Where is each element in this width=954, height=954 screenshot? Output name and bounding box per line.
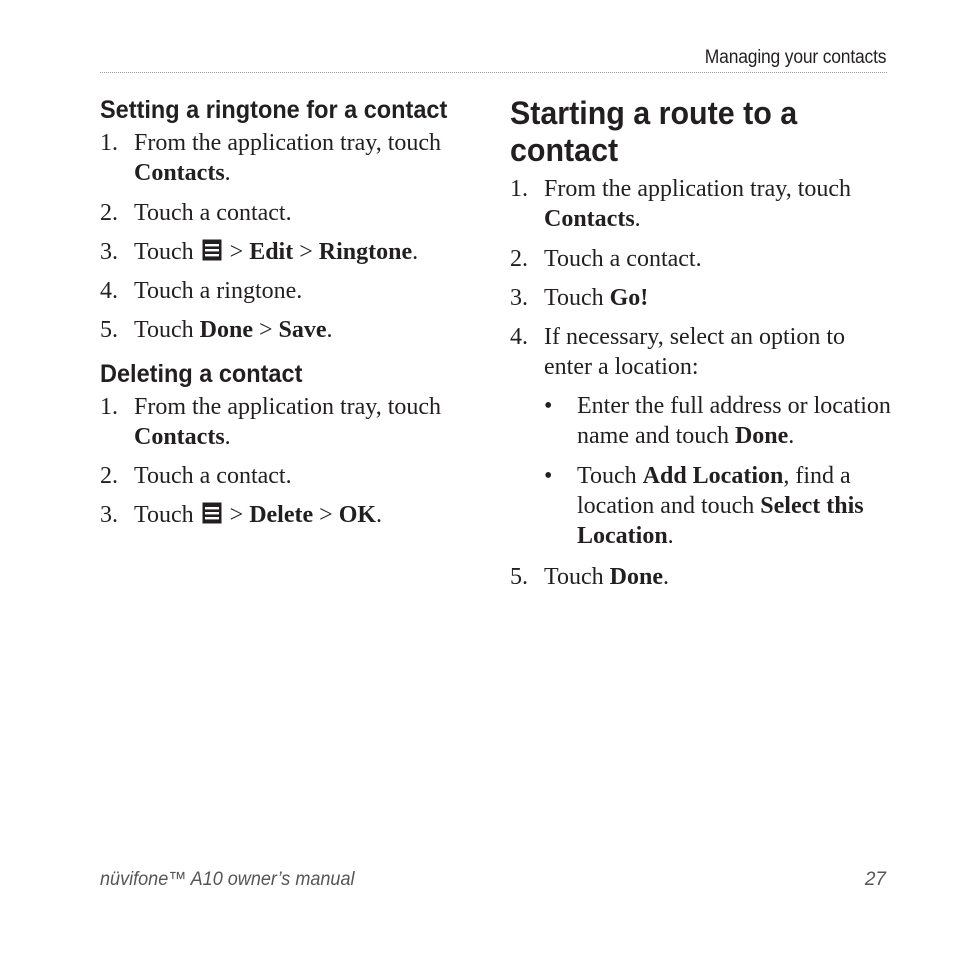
- page-number: 27: [864, 869, 886, 890]
- footer-manual-title: nüvifone™ A10 owner’s manual: [100, 869, 355, 890]
- heading-delete-contact: Deleting a contact: [100, 360, 303, 388]
- heading-set-ringtone: Setting a ringtone for a contact: [100, 96, 448, 124]
- heading-start-route: Starting a route to a contact: [510, 95, 798, 168]
- header-divider: [100, 72, 887, 73]
- menu-icon: [202, 239, 222, 261]
- running-header: Managing your contacts: [704, 47, 886, 68]
- menu-icon: [202, 502, 222, 524]
